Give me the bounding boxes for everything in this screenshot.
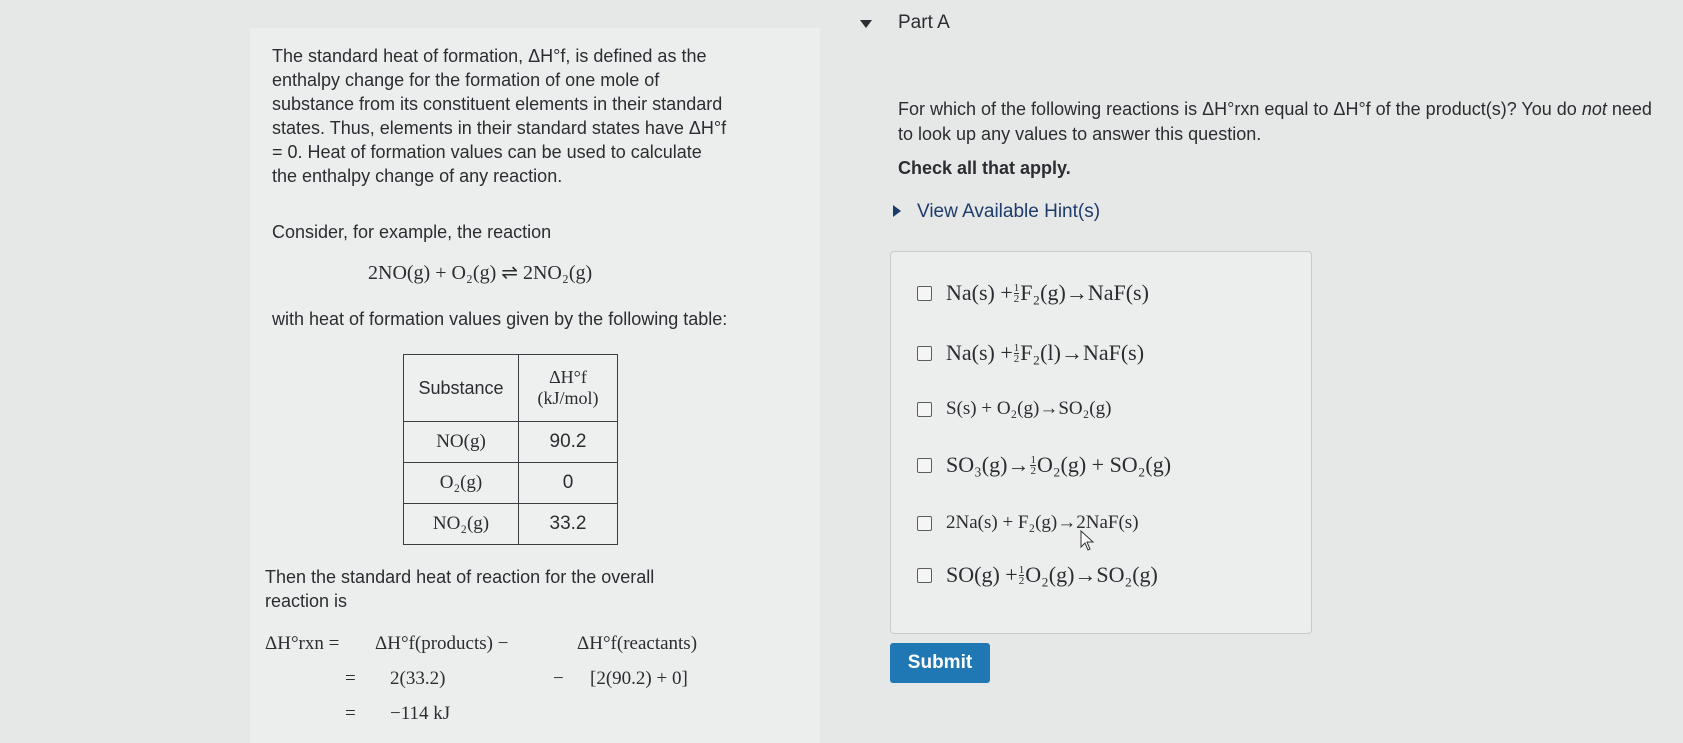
fraction-one-half: $\frac{1}{2}$ [1030,453,1036,477]
fraction-one-half: $\frac{1}{2}$ [1013,341,1020,365]
header-hf-unit: (kJ/mol) [537,388,599,408]
table-row [404,463,618,504]
question-emphasis: not [1581,99,1607,119]
part-a-title[interactable]: Part A [898,12,950,33]
collapse-caret-icon[interactable] [860,20,872,28]
cell-substance: NO₂(g) [404,504,519,545]
calc-line1-reactants: ΔH°f(reactants) [577,633,698,654]
header-hf-symbol: ΔH°f [549,367,587,387]
then-text: Then the standard heat of reaction for the overall reaction is [265,567,655,611]
cell-value: 90.2 [519,422,618,463]
option-text-post: O₂(g) + SO₂(g) [1036,452,1172,477]
option-text-pre: SO(g) + [946,562,1018,587]
option-text: 2Na(s) + F₂(g)→2NaF(s) [946,512,1139,533]
calc-line3-result: −114 kJ [390,703,451,724]
header-substance: Substance [404,355,519,422]
calc-line2-eq: = [345,668,356,689]
checkbox[interactable] [917,402,932,417]
question-part-b: need to look up any values to answer this question. [898,99,1652,144]
consider-text: Consider, for example, the reaction [272,222,552,242]
calc-line2-minus: − [553,668,564,689]
option-5[interactable] [917,512,1139,534]
cell-substance: O₂(g) [404,463,519,504]
view-hints-link[interactable]: View Available Hint(s) [917,201,1101,222]
option-text-post: F₂(g)→NaF(s) [1020,280,1149,305]
option-text-pre: Na(s) + [946,280,1013,305]
check-all-instruction: Check all that apply. [898,158,1071,178]
example-reaction: 2NO(g) + O₂(g) ⇌ 2NO₂(g) [368,262,593,284]
mouse-pointer-icon [1080,530,1096,552]
option-text-post: F₂(l)→NaF(s) [1020,340,1145,365]
option-2[interactable] [917,340,1144,366]
calc-line1-products: ΔH°f(products) − [375,633,509,654]
checkbox[interactable] [917,286,932,301]
option-4[interactable] [917,452,1171,478]
heat-of-formation-table [403,354,618,545]
checkbox[interactable] [917,458,932,473]
cell-value: 0 [519,463,618,504]
calc-line2-reactants: [2(90.2) + 0] [590,668,688,689]
table-row [404,422,618,463]
fraction-one-half: $\frac{1}{2}$ [1013,281,1020,305]
option-text: S(s) + O₂(g)→SO₂(g) [946,398,1112,419]
calc-line3-eq: = [345,703,356,724]
cell-substance: NO(g) [404,422,519,463]
option-text-pre: SO₃(g)→ [946,452,1030,477]
option-6[interactable] [917,562,1158,588]
option-3[interactable] [917,398,1111,420]
fraction-one-half: $\frac{1}{2}$ [1018,563,1025,587]
option-text-pre: Na(s) + [946,340,1013,365]
table-row [404,504,618,545]
checkbox[interactable] [917,568,932,583]
header-hf [519,355,618,422]
option-text-post: O₂(g)→SO₂(g) [1025,562,1158,587]
hint-expand-icon[interactable] [893,205,901,217]
option-1[interactable] [917,280,1149,306]
calc-line2-products: 2(33.2) [390,668,446,689]
submit-button[interactable]: Submit [890,643,990,683]
question-text [898,97,1658,147]
intro-paragraph: The standard heat of formation, ΔH°f, is defined as the enthalpy change for the formation of one mole of substance from its constituent elements in their standard states. Thus, elements in their standard states have ΔH°f = 0. Heat of formation values can be used to calculate the enthalpy change of any reaction. [272,46,727,186]
calc-line1-lhs: ΔH°rxn = [265,633,340,654]
table-intro-text: with heat of formation values given by the following table: [272,309,728,329]
checkbox[interactable] [917,346,932,361]
checkbox[interactable] [917,516,932,531]
table-header-row [404,355,618,422]
cell-value: 33.2 [519,504,618,545]
question-part-a: For which of the following reactions is ΔH°rxn equal to ΔH°f of the product(s)? You do [898,99,1577,119]
